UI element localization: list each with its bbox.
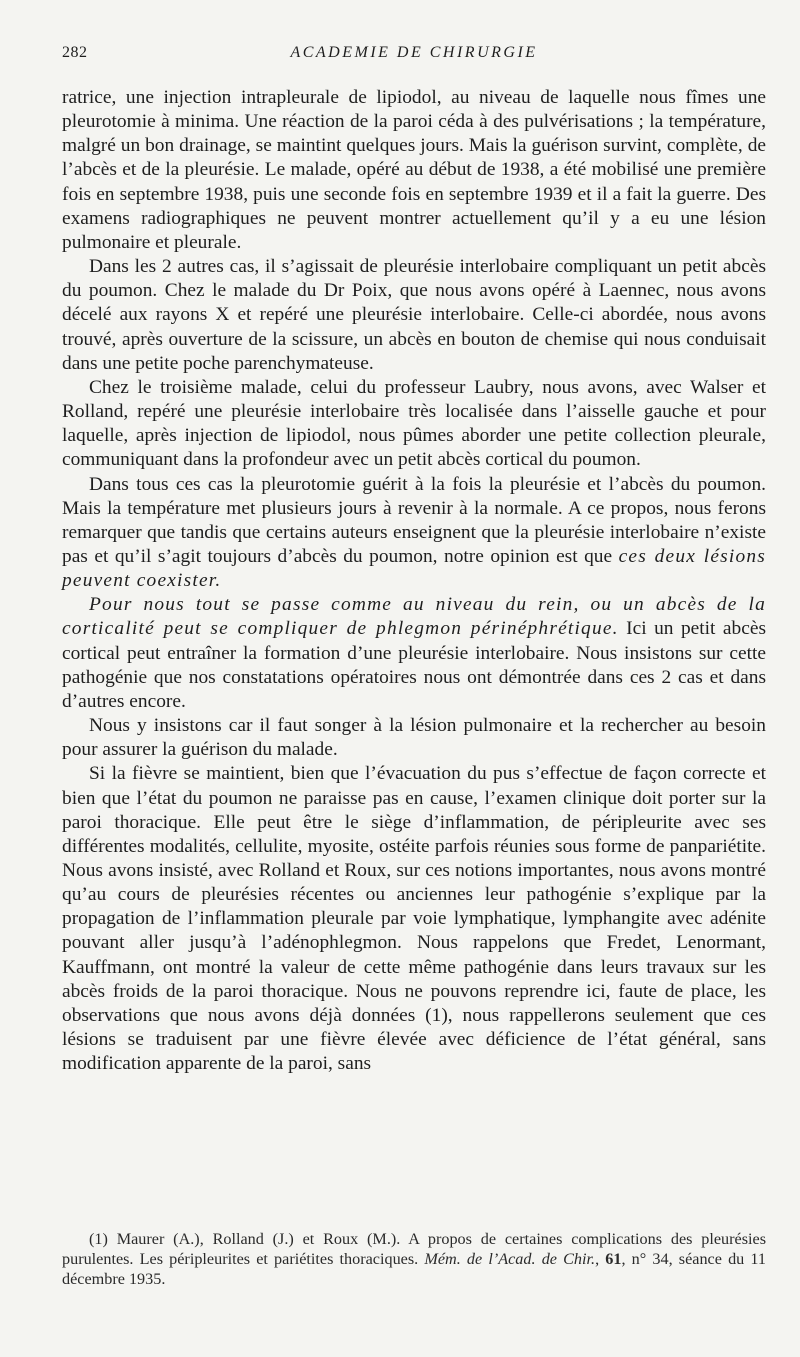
footnote [62,1229,766,1289]
paragraph-5-text: Ici un petit abcès cortical peut entraîner la formation d’une pleurésie interlobaire. Nous insistons sur cette pathogénie que nos constatations opératoires nous ont démontrée dans ces 2 cas et dans d’autres encore. [62,618,766,712]
paragraph-3: Chez le troisième malade, celui du professeur Laubry, nous avons, avec Walser et Rolland, repéré une pleurésie interlobaire très localisée dans l’aisselle gauche et pour laquelle, après injection de lipiodol, nous pûmes aborder une petite collection pleurale, communiquant dans la profondeur avec un petit abcès cortical du poumon. [62,376,766,471]
paragraph-5 [62,593,766,714]
running-head: ACADEMIE DE CHIRURGIE [290,44,538,61]
footnote-journal: Mém. de l’Acad. de Chir. [424,1250,596,1268]
page-header [62,44,766,68]
footnote-separator: , [595,1250,606,1268]
paragraph-6: Nous y insistons car il faut songer à la lésion pulmonaire et la rechercher au besoin pour assurer la guérison du malade. [62,715,766,761]
paragraph-2: Dans les 2 autres cas, il s’agissait de pleurésie interlobaire compliquant un petit abcès du poumon. Chez le malade du Dr Poix, que nous avons opéré à Laennec, nous avons décelé aux rayons X et repéré une pleurésie interlobaire. Celle-ci abordée, nous avons trouvé, après ouverture de la scissure, un abcès en bouton de chemise qui nous conduisait dans une petite poche parenchymateuse. [62,256,766,374]
paragraph-4 [62,473,766,594]
footnote-1 [62,1229,766,1289]
footnote-citation: (1) Maurer (A.), Rolland (J.) et Roux (M.). A propos de certaines complications des pleurésies purulentes. Les péripleurites et pariétites thoraciques. [62,1230,766,1268]
paragraph-5-emphasis: Pour nous tout se passe comme au niveau du rein, ou un abcès de la corticalité peut se compliquer de phlegmon périnéphrétique. [62,594,766,640]
paragraph-4-emphasis: ces deux lésions peuvent coexister. [62,545,766,592]
paragraph-4-text: Dans tous ces cas la pleurotomie guérit à la fois la pleurésie et l’abcès du poumon. Mais la température met plusieurs jours à revenir à la normale. A ce propos, nous ferons remarquer que tandis que certains auteurs enseignent que la pleurésie interlobaire n’existe pas et qu’il s’agit toujours d’abcès du poumon, notre opinion est que [62,473,766,567]
footnote-volume: 61 [605,1250,622,1268]
footnote-issue: , n° 34, séance du 11 décembre 1935. [62,1250,766,1288]
paragraph-7: Si la fièvre se maintient, bien que l’évacuation du pus s’effectue de façon correcte et bien que l’état du poumon ne paraisse pas en cause, l’examen clinique doit porter sur la paroi thoracique. Elle peut être le siège d’inflammation, de péripleurite avec ses différentes modalités, cellulite, myosite, ostéite parfois réunies sous forme de panpariétite. Nous avons insisté, avec Rolland et Roux, sur ces notions importantes, nous avons montré qu’au cours de pleurésies récentes ou anciennes leur pathogénie s’explique par la propagation de l’inflammation pleurale par voie lymphatique, lymphangite avec adénite pouvant aller jusqu’à l’adénophlegmon. Nous rappelons que Fredet, Lenormant, Kauffmann, ont montré la valeur de cette même pathogénie dans leurs travaux sur les abcès froids de la paroi thoracique. Nous ne pouvons reprendre ici, faute de place, les observations que nous avons déjà données (1), nous rappellerons seulement que ces lésions se traduisent par une fièvre élevée avec déficience de l’état général, sans modification apparente de la paroi, sans [62,763,766,1075]
page-number: 282 [62,44,88,61]
body-text [62,86,766,1076]
paragraph-1: ratrice, une injection intrapleurale de lipiodol, au niveau de laquelle nous fîmes une pleurotomie à minima. Une réaction de la paroi céda à des pulvérisations ; la température, malgré un bon drainage, se maintint quelques jours. Mais la guérison survint, complète, de l’abcès et de la pleurésie. Le malade, opéré au début de 1938, a été mobilisé une première fois en septembre 1938, puis une seconde fois en septembre 1939 et il a fait la guerre. Des examens radiographiques ne peuvent montrer actuellement qu’il y a eu une lésion pulmonaire et pleurale. [62,87,766,253]
